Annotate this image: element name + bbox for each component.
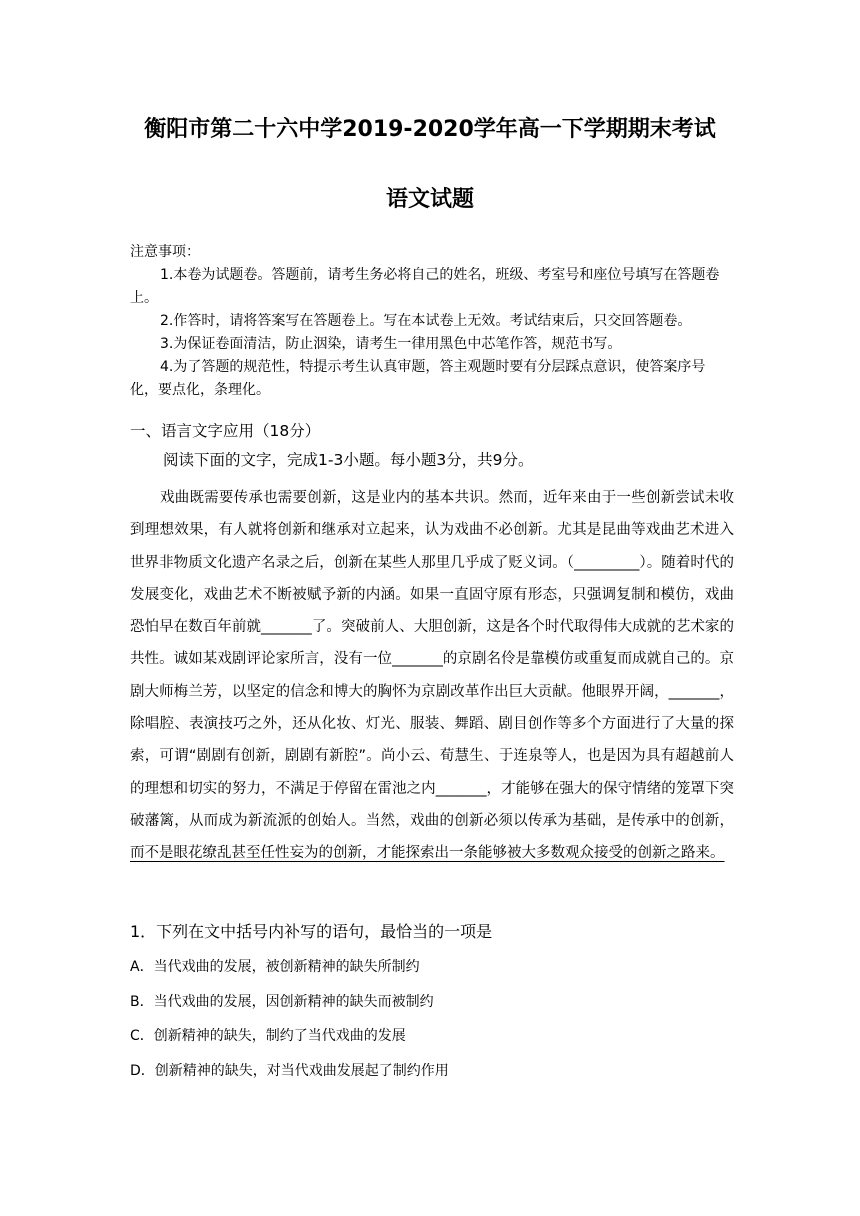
option-a: A．当代戏曲的发展，被创新精神的缺失所制约 xyxy=(130,959,420,975)
note-item-2: 2.作答时，请将答案写在答题卷上。写在本试卷上无效。考试结束后，只交回答题卷。 xyxy=(160,313,692,329)
note-item-3: 3.为保证卷面清洁，防止洇染，请考生一律用黑色中芯笔作答，规范书写。 xyxy=(160,336,622,352)
question-1-options xyxy=(130,956,449,1094)
exam-subtitle: 语文试题 xyxy=(385,187,474,212)
passage-text: 戏曲既需要传承也需要创新，这是业内的基本共识。然而，近年来由于一些创新尝试未收到理想效果，有人就将创新和继承对立起来，认为戏曲不必创新。尤其是昆曲等戏曲艺术进入世界非物质文化遗产名录之后，创新在某些人那里几乎成了贬义词。（_________）。随着时代的发展变化，戏曲艺术不断被赋予新的内涵。如果一直固守原有形态，只强调复制和模仿，戏曲恐怕早在数百年前就_______了。突破前人、大胆创新，这是各个时代取得伟大成就的艺术家的共性。诚如某戏剧评论家所言，没有一位_______的京剧名伶是靠模仿或重复而成就自己的。京剧大师梅兰芳，以坚定的信念和博大的胸怀为京剧改革作出巨大贡献。他眼界开阔，_______，除唱腔、表演技巧之外，还从化妆、灯光、服装、舞蹈、剧目创作等多个方面进行了大量的探索，可谓“剧剧有创新，剧剧有新腔”。尚小云、荀慧生、于连泉等人，也是因为具有超越前人的理想和切实的努力，不满足于停留在雷池之内_______，才能够在强大的保守情绪的笼罩下突破藩篱，从而成为新流派的创始人。当然，戏曲的创新必须以传承为基础，是传承中的创新， xyxy=(130,490,734,829)
note-item-1: 1.本卷为试题卷。答题前，请考生务必将自己的姓名，班级、考室号和座位号填写在答题卷上。 xyxy=(130,267,720,306)
note-item-4: 4.为了答题的规范性，特提示考生认真审题，答主观题时要有分层踩点意识，使答案序号化，要点化，条理化。 xyxy=(130,359,706,398)
question-1-stem: 1．下列在文中括号内补写的语句，最恰当的一项是 xyxy=(130,922,493,941)
reading-passage xyxy=(130,482,734,870)
section-heading: 一、语言文字应用（18分） xyxy=(130,422,321,440)
option-b: B．当代戏曲的发展，因创新精神的缺失而被制约 xyxy=(130,993,434,1010)
option-d: D．创新精神的缺失，对当代戏曲发展起了制约作用 xyxy=(130,1062,449,1079)
option-c: C．创新精神的缺失，制约了当代戏曲的发展 xyxy=(130,1028,406,1044)
notes-block xyxy=(130,241,732,402)
section-instruction: 阅读下面的文字，完成1-3小题。每小题3分，共9分。 xyxy=(163,451,534,469)
passage-underlined-text: 而不是眼花缭乱甚至任性妄为的创新，才能探索出一条能够被大多数观众接受的创新之路来。 xyxy=(130,845,725,862)
notes-heading: 注意事项： xyxy=(130,244,200,260)
exam-title: 衡阳市第二十六中学2019-2020学年高一下学期期末考试 xyxy=(144,117,716,142)
